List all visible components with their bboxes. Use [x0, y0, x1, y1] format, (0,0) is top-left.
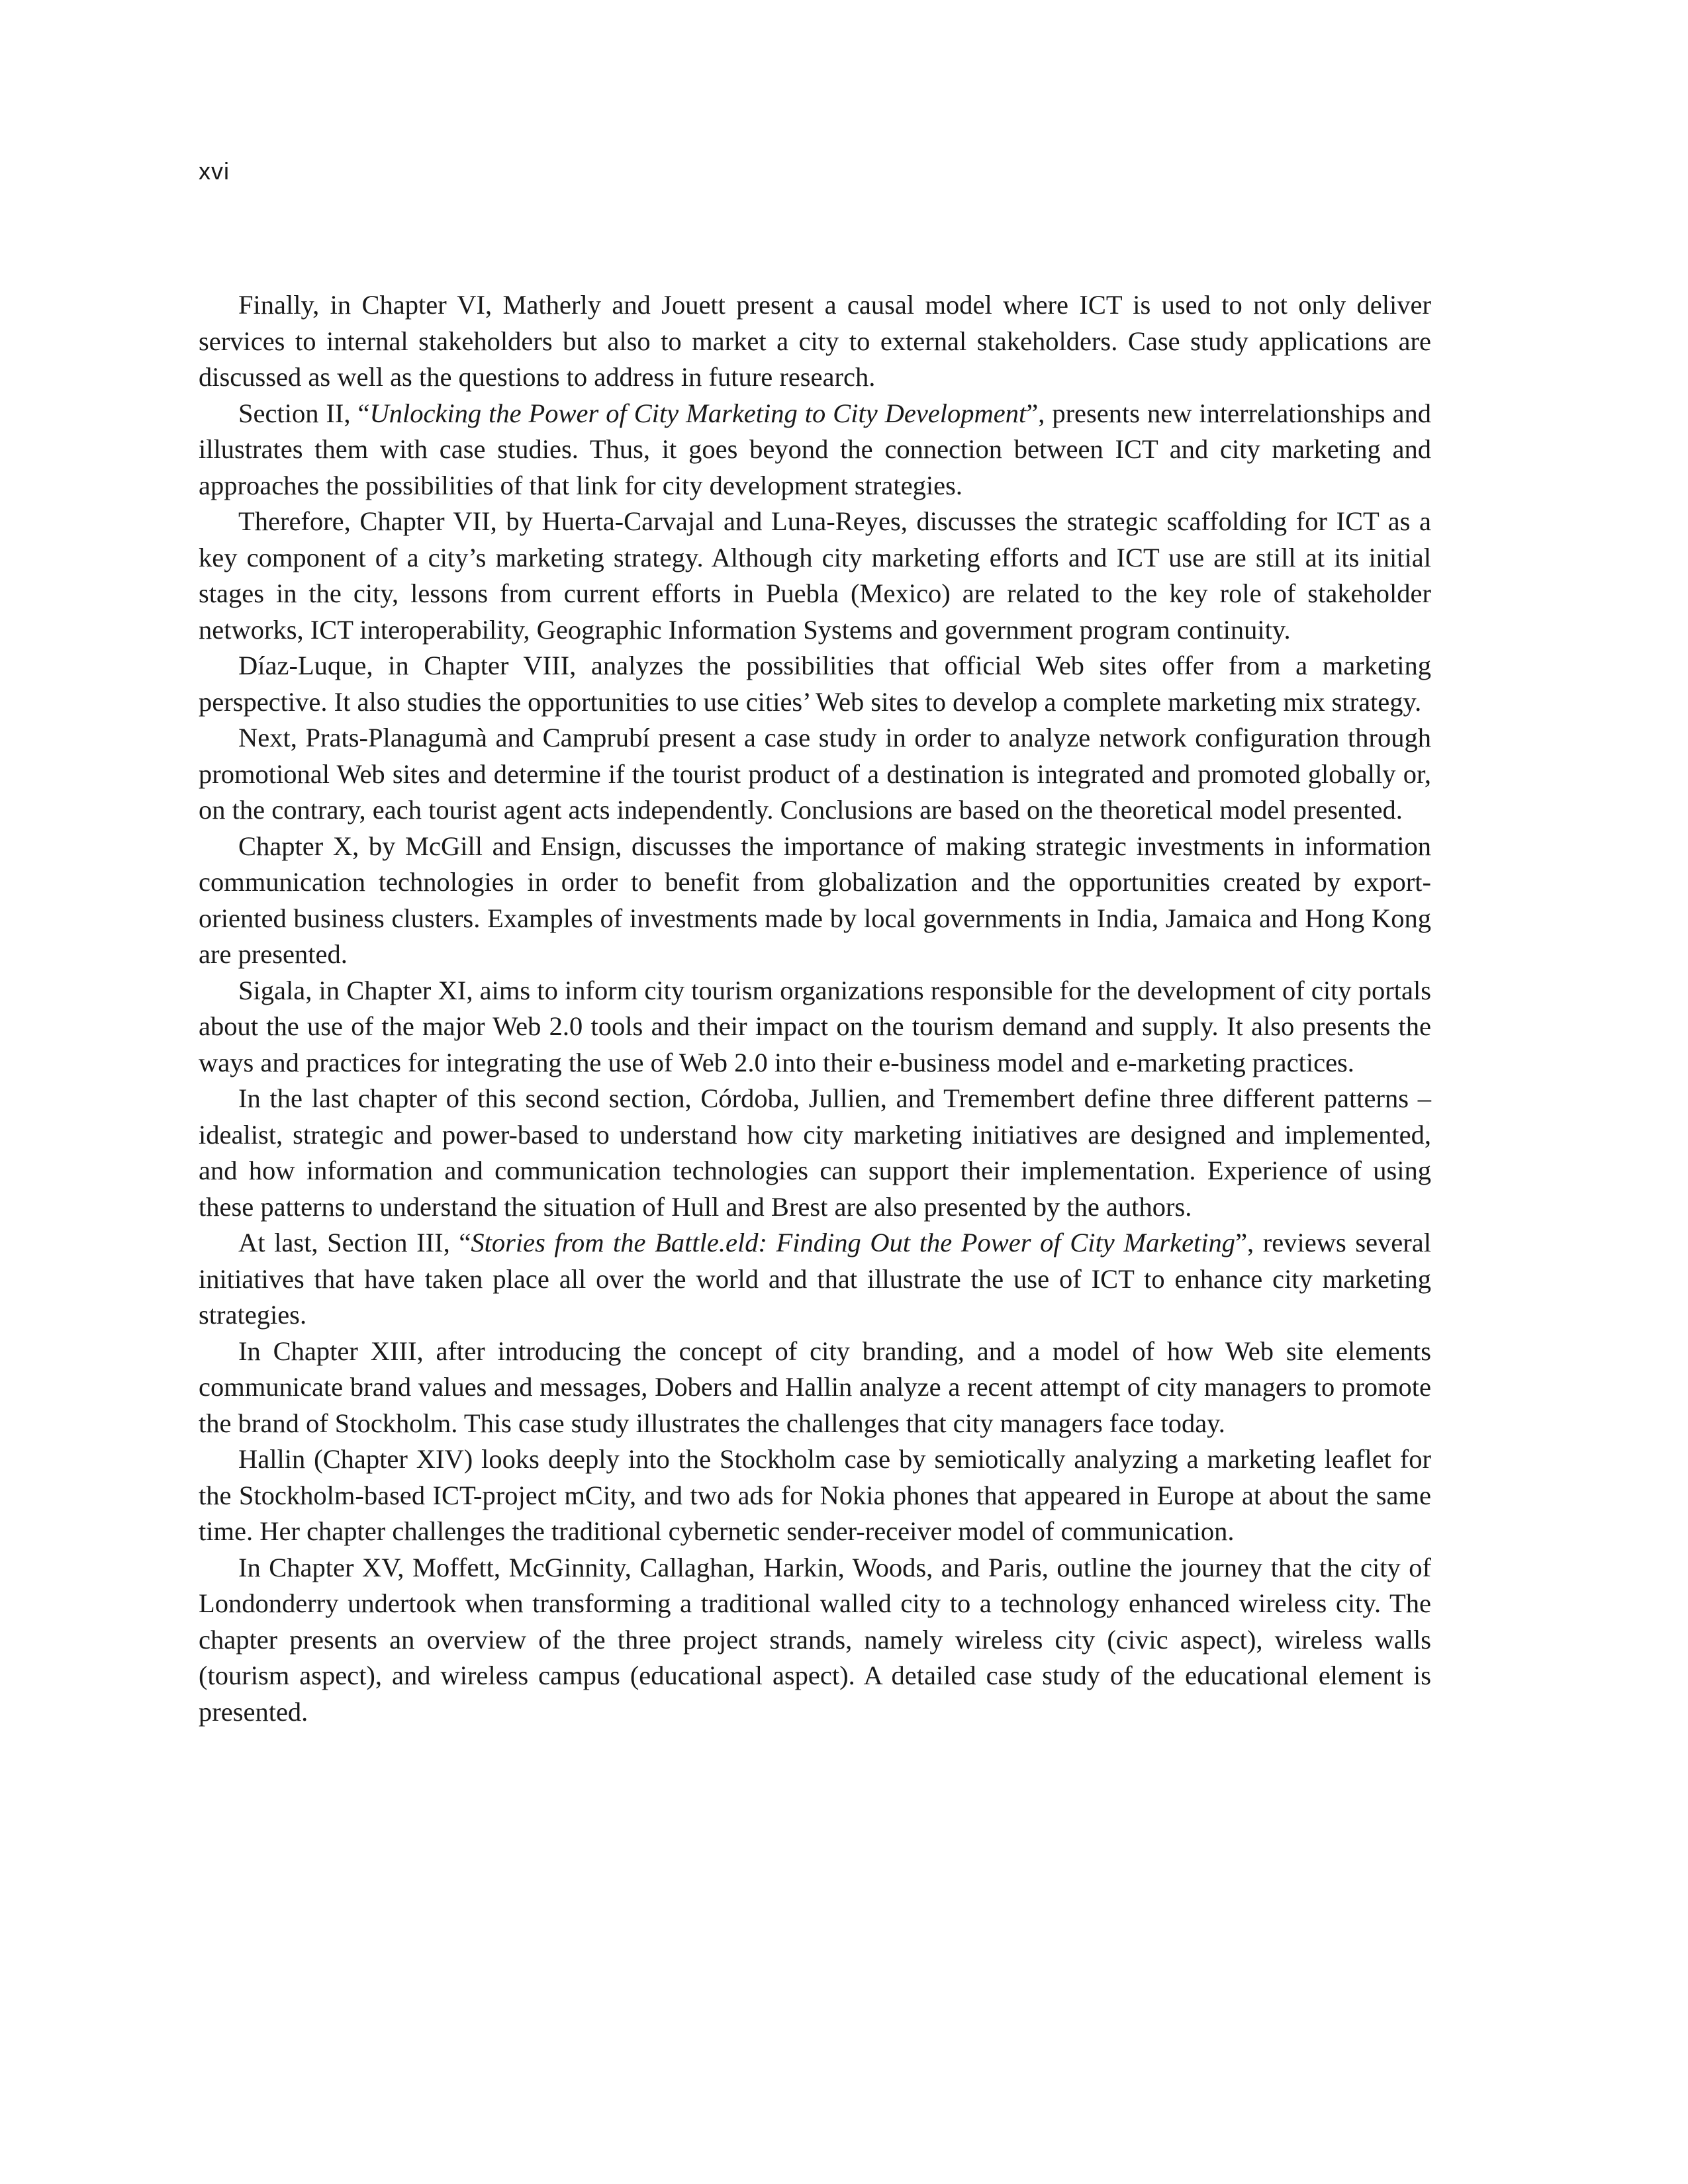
paragraph-chapter-xiii: In Chapter XIII, after introducing the concept of city branding, and a model of how Web site elements communicate brand values and messages, Dobers and Hallin analyze a recent attempt of city managers to promote the brand of Stockholm. This case study illustrates the challenges that city managers face today.: [199, 1336, 1431, 1438]
section-ii-lead: Section II, “: [238, 398, 370, 428]
section-ii-title: Unlocking the Power of City Marketing to City Development: [369, 398, 1027, 428]
page-number: xvi: [199, 158, 230, 185]
paragraph-chapter-xiv: Hallin (Chapter XIV) looks deeply into the Stockholm case by semiotically analyzing a marketing leaflet for the Stockholm-based ICT-project mCity, and two ads for Nokia phones that appeared in Europe at about the same time. Her chapter challenges the traditional cybernetic sender-receiver model of communication.: [199, 1444, 1431, 1546]
section-iii-title: Stories from the Battle.eld: Finding Out the Power of City Marketing: [471, 1228, 1236, 1257]
paragraph-chapter-xi: Sigala, in Chapter XI, aims to inform city tourism organizations responsible for the development of city portals about the use of the major Web 2.0 tools and their impact on the tourism demand and supply. It also presents the ways and practices for integrating the use of Web 2.0 into their e-business model and e-marketing practices.: [199, 975, 1431, 1077]
paragraph-section-iii: [199, 1225, 1431, 1334]
paragraph-section-ii: [199, 396, 1431, 504]
paragraph-chapter-xii: In the last chapter of this second section, Córdoba, Jullien, and Tremembert define three different patterns –idealist, strategic and power-based to understand how city marketing initiatives are designed and implemented, and how information and communication technologies can support their implementation. Experience of using these patterns to understand the situation of Hull and Brest are also presented by the authors.: [199, 1083, 1431, 1222]
body-text: [199, 287, 1431, 1730]
section-iii-rest: ”, reviews several initiatives that have taken place all over the world and that illustrate the use of ICT to enhance city marketing strategies.: [199, 1228, 1431, 1330]
section-iii-lead: At last, Section III, “: [238, 1228, 471, 1257]
section-ii-rest: ”, presents new interrelationships and illustrates them with case studies. Thus, it goes beyond the connection between ICT and city marketing and approaches the possibilities of that link for city development strategies.: [199, 398, 1432, 500]
paragraph-chapter-x: Chapter X, by McGill and Ensign, discusses the importance of making strategic investments in information communication technologies in order to benefit from globalization and the opportunities created by export-oriented business clusters. Examples of investments made by local governments in India, Jamaica and Hong Kong are presented.: [199, 831, 1431, 969]
paragraph-chapter-viii: Díaz-Luque, in Chapter VIII, analyzes the possibilities that official Web sites offer from a marketing perspective. It also studies the opportunities to use cities’ Web sites to develop a complete marketing mix strategy.: [199, 651, 1431, 717]
paragraph-chapter-xv: In Chapter XV, Moffett, McGinnity, Callaghan, Harkin, Woods, and Paris, outline the journey that the city of Londonderry undertook when transforming a traditional walled city to a technology enhanced wireless city. The chapter presents an overview of the three project strands, namely wireless city (civic aspect), wireless walls (tourism aspect), and wireless campus (educational aspect). A detailed case study of the educational element is presented.: [199, 1552, 1431, 1727]
paragraph-chapter-vi: Finally, in Chapter VI, Matherly and Jouett present a causal model where ICT is used to not only deliver services to internal stakeholders but also to market a city to external stakeholders. Case study applications are discussed as well as the questions to address in future research.: [199, 290, 1431, 392]
paragraph-chapter-vii: Therefore, Chapter VII, by Huerta-Carvajal and Luna-Reyes, discusses the strategic scaffolding for ICT as a key component of a city’s marketing strategy. Although city marketing efforts and ICT use are still at its initial stages in the city, lessons from current efforts in Puebla (Mexico) are related to the key role of stakeholder networks, ICT interoperability, Geographic Information Systems and government program continuity.: [199, 506, 1431, 645]
paragraph-chapter-ix: Next, Prats-Planagumà and Camprubí present a case study in order to analyze network configuration through promotional Web sites and determine if the tourist product of a destination is integrated and promoted globally or, on the contrary, each tourist agent acts independently. Conclusions are based on the theoretical model presented.: [199, 723, 1431, 825]
